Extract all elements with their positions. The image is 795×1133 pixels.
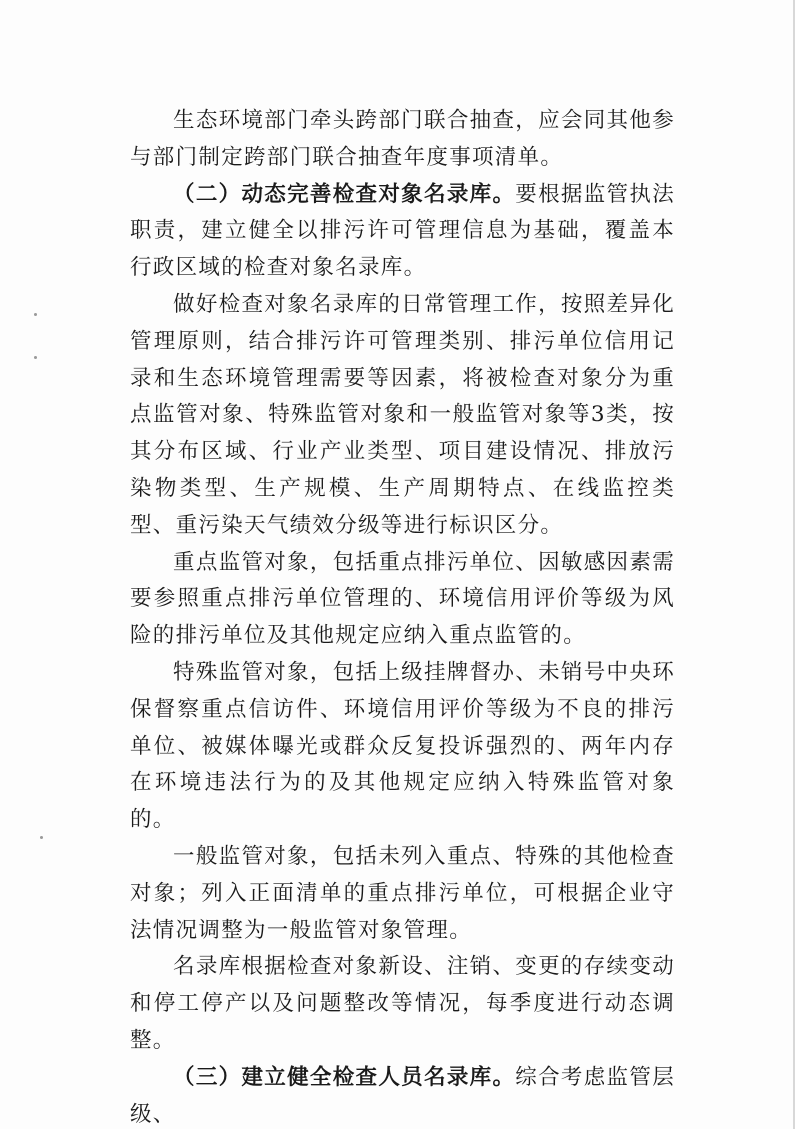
paragraph-2	[130, 177, 675, 287]
paragraph-text: 重点监管对象，包括重点排污单位、因敏感因素需要参照重点排污单位管理的、环境信用评价等级为风险的排污单位及其他规定应纳入重点监管的。	[130, 549, 675, 649]
paragraph-7	[130, 949, 675, 1059]
paragraph-3	[130, 287, 675, 545]
paragraph-text: 要根据监管执法职责，建立健全以排污许可管理信息为基础，覆盖本行政区域的检查对象名录库。	[130, 181, 675, 281]
paragraph-4	[130, 545, 675, 655]
paragraph-6	[130, 839, 675, 949]
paragraph-5	[130, 655, 675, 839]
paragraph-text: 做好检查对象名录库的日常管理工作，按照差异化管理原则，结合排污许可管理类别、排污单位信用记录和生态环境管理需要等因素，将被检查对象分为重点监管对象、特殊监管对象和一般监管对象等3类，按其分布区域、行业产业类型、项目建设情况、排放污染物类型、生产规模、生产周期特点、在线监控类型、重污染天气绩效分级等进行标识区分。	[130, 291, 675, 538]
paragraph-text: 一般监管对象，包括未列入重点、特殊的其他检查对象；列入正面清单的重点排污单位，可根据企业守法情况调整为一般监管对象管理。	[130, 843, 675, 943]
margin-mark	[34, 313, 37, 316]
document-body	[130, 103, 675, 1133]
paragraph-text: 综合考虑监管层级、	[130, 1064, 675, 1127]
paragraph-8	[130, 1060, 675, 1133]
margin-mark	[34, 356, 37, 359]
paragraph-text: 特殊监管对象，包括上级挂牌督办、未销号中央环保督察重点信访件、环境信用评价等级为不良的排污单位、被媒体曝光或群众反复投诉强烈的、两年内存在环境违法行为的及其他规定应纳入特殊监管对象的。	[130, 659, 675, 833]
margin-mark	[40, 836, 43, 839]
paragraph-text: 生态环境部门牵头跨部门联合抽查，应会同其他参与部门制定跨部门联合抽查年度事项清单。	[130, 108, 675, 170]
section-heading-3: （三）建立健全检查人员名录库。	[173, 1064, 516, 1090]
paragraph-1	[130, 103, 675, 177]
section-heading-2: （二）动态完善检查对象名录库。	[173, 181, 516, 207]
paragraph-text: 名录库根据检查对象新设、注销、变更的存续变动和停工停产以及问题整改等情况，每季度进行动态调整。	[130, 954, 675, 1053]
